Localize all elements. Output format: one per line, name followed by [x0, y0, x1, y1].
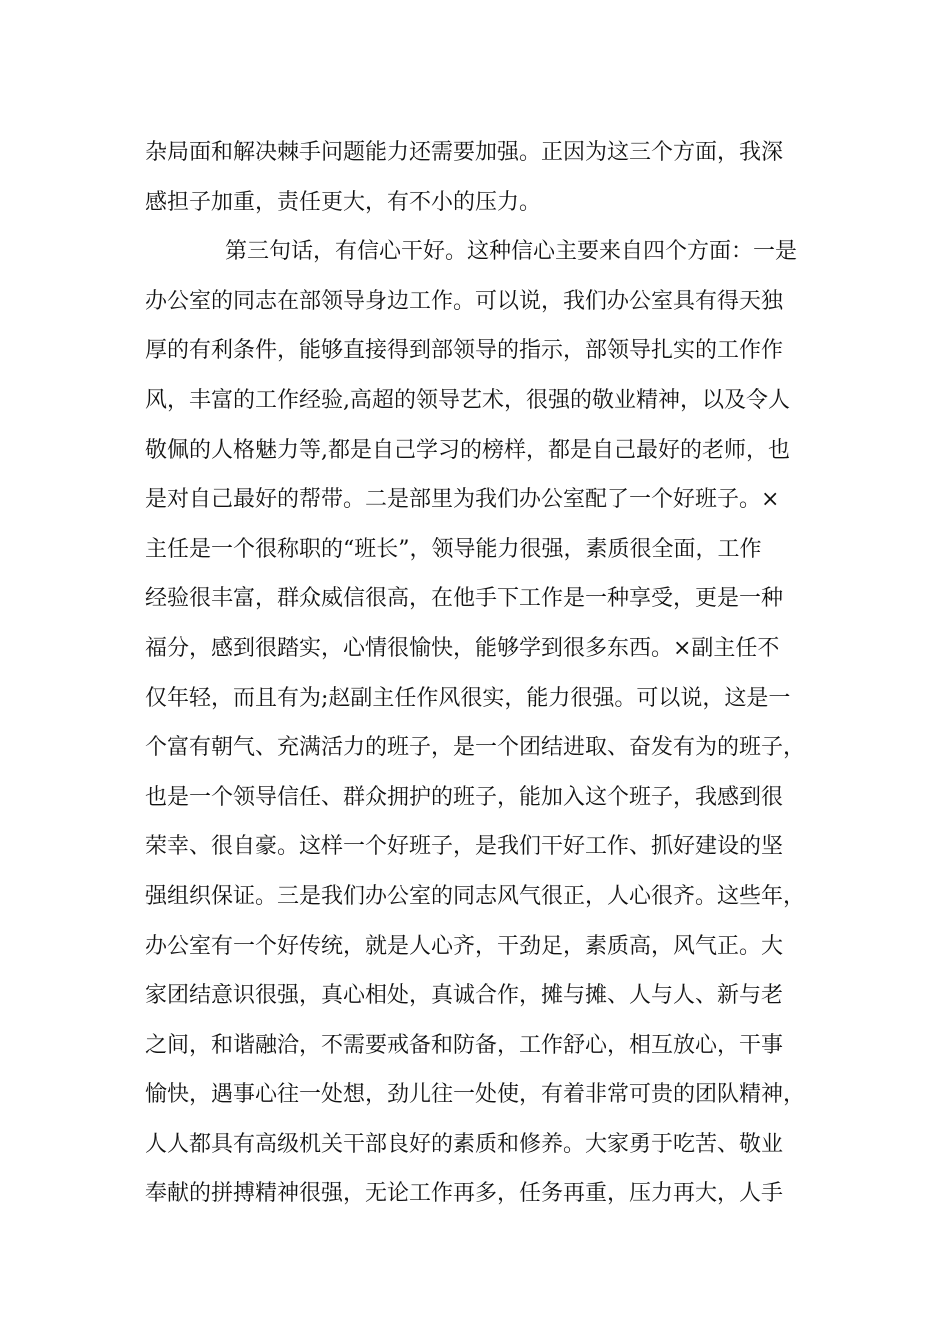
text-line: 人人都具有高级机关干部良好的素质和修养。大家勇于吃苦、敬业 — [145, 1131, 784, 1157]
text-line: 办公室的同志在部领导身边工作。可以说，我们办公室具有得天独 — [145, 288, 784, 314]
text-line: 个富有朝气、充满活力的班子，是一个团结进取、奋发有为的班子， — [145, 735, 805, 761]
text-line: 经验很丰富，群众威信很高，在他手下工作是一种享受，更是一种 — [145, 586, 784, 612]
text-line: 厚的有利条件，能够直接得到部领导的指示，部领导扎实的工作作 — [145, 338, 784, 364]
text-line: 感担子加重，责任更大，有不小的压力。 — [145, 189, 542, 215]
text-line: 仅年轻，而且有为;赵副主任作风很实，能力很强。可以说，这是一 — [145, 685, 791, 711]
text-line: 办公室有一个好传统，就是人心齐，干劲足，素质高，风气正。大 — [145, 933, 784, 959]
text-line: 主任是一个很称职的“班长”，领导能力很强，素质很全面，工作 — [145, 536, 762, 562]
text-line: 福分，感到很踏实，心情很愉快，能够学到很多东西。×副主任不 — [145, 635, 780, 661]
text-line: 之间，和谐融洽，不需要戒备和防备，工作舒心，相互放心，干事 — [145, 1032, 784, 1058]
text-line: 是对自己最好的帮带。二是部里为我们办公室配了一个好班子。× — [145, 487, 780, 513]
text-line: 强组织保证。三是我们办公室的同志风气很正，人心很齐。这些年， — [145, 883, 805, 909]
text-line: 家团结意识很强，真心相处，真诚合作，摊与摊、人与人、新与老 — [145, 983, 784, 1009]
text-line: 荣幸、很自豪。这样一个好班子，是我们干好工作、抓好建设的坚 — [145, 834, 784, 860]
text-line: 也是一个领导信任、群众拥护的班子，能加入这个班子，我感到很 — [145, 784, 784, 810]
text-line: 奉献的拼搏精神很强，无论工作再多，任务再重，压力再大，人手 — [145, 1181, 784, 1207]
paragraph-start-line: 第三句话，有信心干好。这种信心主要来自四个方面：一是 — [225, 239, 798, 265]
text-line: 敬佩的人格魅力等,都是自己学习的榜样，都是自己最好的老师，也 — [145, 437, 790, 463]
body-text — [145, 128, 805, 1219]
text-line: 风，丰富的工作经验,高超的领导艺术，很强的敬业精神，以及令人 — [145, 387, 790, 413]
text-line: 杂局面和解决棘手问题能力还需要加强。正因为这三个方面，我深 — [145, 140, 784, 165]
text-line: 愉快，遇事心往一处想，劲儿往一处使，有着非常可贵的团队精神， — [145, 1082, 805, 1108]
